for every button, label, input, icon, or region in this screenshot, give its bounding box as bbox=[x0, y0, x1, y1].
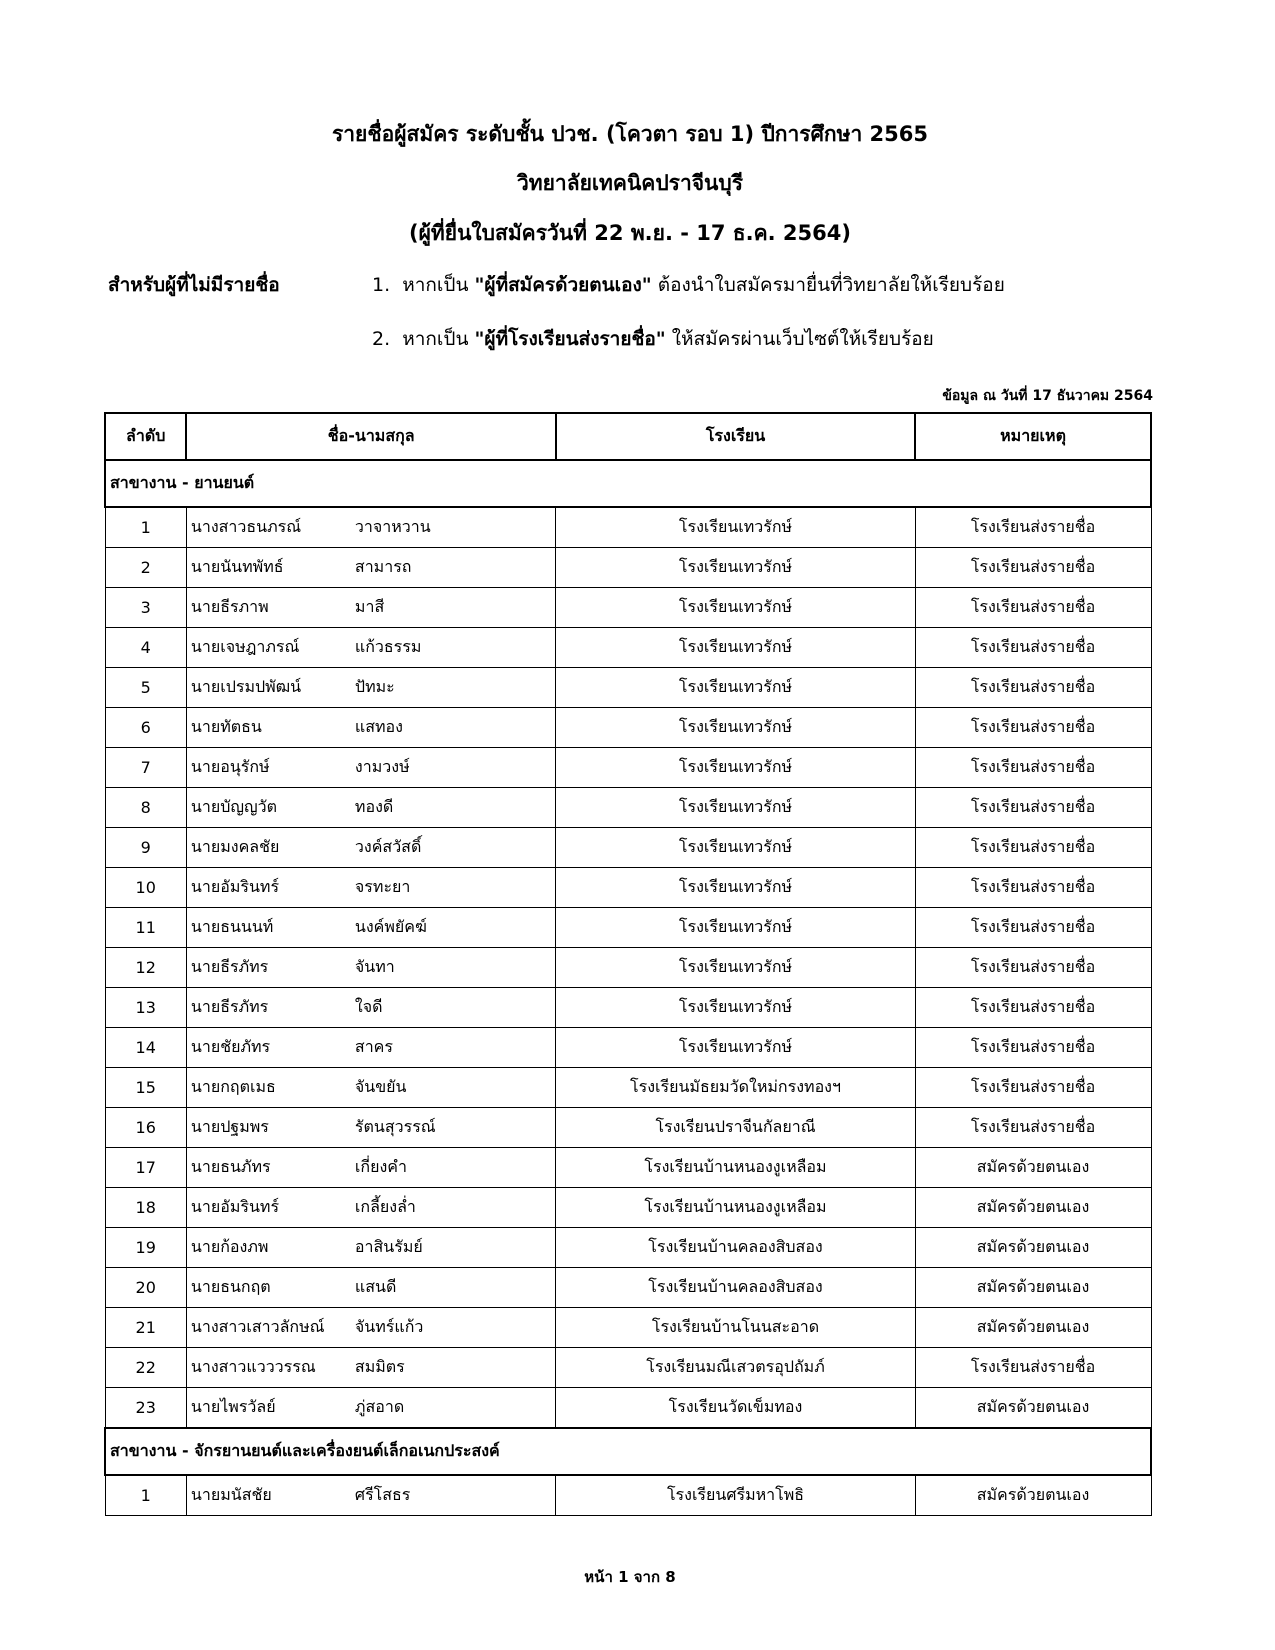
first-name: นายชัยภัทร bbox=[190, 1037, 271, 1056]
cell-school: โรงเรียนมัธยมวัดใหม่กรงทองฯ bbox=[556, 1068, 915, 1108]
cell-no: 13 bbox=[105, 988, 186, 1028]
cell-no: 10 bbox=[105, 868, 186, 908]
note-rest: ต้องนำใบสมัครมายื่นที่วิทยาลัยให้เรียบร้อย bbox=[657, 274, 1005, 296]
cell-no: 20 bbox=[105, 1268, 186, 1308]
first-name: นายนันทพัทธ์ bbox=[190, 557, 284, 576]
first-name: นายอัมรินทร์ bbox=[190, 1197, 280, 1216]
document-title: รายชื่อผู้สมัคร ระดับชั้น ปวช. (โควตา รอบ 1) ปีการศึกษา 2565 bbox=[331, 122, 929, 146]
cell-remark: โรงเรียนส่งรายชื่อ bbox=[915, 868, 1151, 908]
cell-no: 7 bbox=[105, 748, 186, 788]
cell-remark: โรงเรียนส่งรายชื่อ bbox=[915, 988, 1151, 1028]
first-name: นายก้องภพ bbox=[190, 1237, 269, 1256]
cell-name bbox=[186, 828, 556, 868]
table-row bbox=[105, 788, 1151, 828]
last-name: ปัทมะ bbox=[354, 677, 395, 696]
cell-remark: สมัครด้วยตนเอง bbox=[915, 1228, 1151, 1268]
cell-school: โรงเรียนบ้านคลองสิบสอง bbox=[556, 1228, 915, 1268]
first-name: นางสาวเสาวลักษณ์ bbox=[190, 1317, 325, 1336]
table-row bbox=[105, 588, 1151, 628]
last-name: สมมิตร bbox=[354, 1357, 405, 1376]
cell-name bbox=[186, 1268, 556, 1308]
last-name: จันขยัน bbox=[354, 1077, 407, 1096]
cell-school: โรงเรียนบ้านโนนสะอาด bbox=[556, 1308, 915, 1348]
cell-name bbox=[186, 1068, 556, 1108]
cell-remark: โรงเรียนส่งรายชื่อ bbox=[915, 1108, 1151, 1148]
data-date: ข้อมูล ณ วันที่ 17 ธันวาคม 2564 bbox=[942, 388, 1153, 404]
table-row bbox=[105, 668, 1151, 708]
table-row bbox=[105, 1188, 1151, 1228]
first-name: นายอัมรินทร์ bbox=[190, 877, 280, 896]
cell-school: โรงเรียนบ้านคลองสิบสอง bbox=[556, 1268, 915, 1308]
page-number: หน้า 1 จาก 8 bbox=[584, 1568, 676, 1586]
cell-remark: โรงเรียนส่งรายชื่อ bbox=[915, 788, 1151, 828]
table-row bbox=[105, 548, 1151, 588]
cell-remark: สมัครด้วยตนเอง bbox=[915, 1188, 1151, 1228]
first-name: นายกฤตเมธ bbox=[190, 1077, 276, 1096]
table-body bbox=[105, 460, 1151, 1516]
first-name: นายมงคลชัย bbox=[190, 837, 280, 856]
cell-no: 2 bbox=[105, 548, 186, 588]
cell-remark: โรงเรียนส่งรายชื่อ bbox=[915, 1068, 1151, 1108]
cell-no: 1 bbox=[105, 1475, 186, 1516]
cell-school: โรงเรียนเทวรักษ์ bbox=[556, 507, 915, 548]
table-row bbox=[105, 748, 1151, 788]
cell-remark: สมัครด้วยตนเอง bbox=[915, 1308, 1151, 1348]
last-name: วาจาหวาน bbox=[354, 517, 431, 536]
cell-no: 11 bbox=[105, 908, 186, 948]
note-lead: หากเป็น bbox=[402, 328, 469, 350]
cell-name bbox=[186, 1028, 556, 1068]
last-name: เกี่ยงคำ bbox=[354, 1157, 407, 1176]
cell-name bbox=[186, 1348, 556, 1388]
first-name: นายธีรภาพ bbox=[190, 597, 269, 616]
cell-no: 8 bbox=[105, 788, 186, 828]
cell-remark: สมัครด้วยตนเอง bbox=[915, 1475, 1151, 1516]
last-name: แสทอง bbox=[354, 717, 403, 736]
last-name: มาสี bbox=[354, 597, 385, 616]
last-name: เกลี้ยงล่ำ bbox=[354, 1197, 416, 1216]
first-name: นายไพรวัลย์ bbox=[190, 1397, 276, 1416]
cell-name bbox=[186, 1188, 556, 1228]
last-name: รัตนสุวรรณ์ bbox=[354, 1117, 436, 1136]
cell-remark: โรงเรียนส่งรายชื่อ bbox=[915, 668, 1151, 708]
last-name: นงค์พยัคฆ์ bbox=[354, 917, 427, 936]
cell-remark: โรงเรียนส่งรายชื่อ bbox=[915, 588, 1151, 628]
cell-no: 5 bbox=[105, 668, 186, 708]
cell-school: โรงเรียนเทวรักษ์ bbox=[556, 908, 915, 948]
section-title: สาขางาน - ยานยนต์ bbox=[105, 460, 1151, 507]
cell-remark: โรงเรียนส่งรายชื่อ bbox=[915, 507, 1151, 548]
cell-school: โรงเรียนเทวรักษ์ bbox=[556, 788, 915, 828]
table-row bbox=[105, 828, 1151, 868]
table-header-row bbox=[105, 413, 1151, 460]
table-row bbox=[105, 708, 1151, 748]
cell-name bbox=[186, 1475, 556, 1516]
cell-name bbox=[186, 868, 556, 908]
cell-school: โรงเรียนเทวรักษ์ bbox=[556, 868, 915, 908]
table-row bbox=[105, 1228, 1151, 1268]
cell-no: 9 bbox=[105, 828, 186, 868]
cell-name bbox=[186, 588, 556, 628]
cell-no: 18 bbox=[105, 1188, 186, 1228]
last-name: จรทะยา bbox=[354, 877, 411, 896]
header-remark: หมายเหตุ bbox=[915, 413, 1151, 460]
first-name: นายมนัสชัย bbox=[190, 1485, 272, 1504]
table-row bbox=[105, 1308, 1151, 1348]
cell-no: 15 bbox=[105, 1068, 186, 1108]
cell-school: โรงเรียนเทวรักษ์ bbox=[556, 548, 915, 588]
cell-school: โรงเรียนวัดเข็มทอง bbox=[556, 1388, 915, 1429]
last-name: งามวงษ์ bbox=[354, 757, 410, 776]
cell-remark: โรงเรียนส่งรายชื่อ bbox=[915, 1028, 1151, 1068]
cell-no: 3 bbox=[105, 588, 186, 628]
cell-no: 21 bbox=[105, 1308, 186, 1348]
note-number: 1. bbox=[372, 274, 391, 296]
first-name: นายเจษฎาภรณ์ bbox=[190, 637, 300, 656]
header-no: ลำดับ bbox=[105, 413, 186, 460]
cell-remark: โรงเรียนส่งรายชื่อ bbox=[915, 1348, 1151, 1388]
table-row bbox=[105, 1268, 1151, 1308]
last-name: ศรีโสธร bbox=[354, 1485, 411, 1504]
table-row bbox=[105, 1028, 1151, 1068]
section-title: สาขางาน - จักรยานยนต์และเครื่องยนต์เล็กอเนกประสงค์ bbox=[105, 1428, 1151, 1475]
cell-school: โรงเรียนศรีมหาโพธิ bbox=[556, 1475, 915, 1516]
cell-name bbox=[186, 628, 556, 668]
cell-remark: โรงเรียนส่งรายชื่อ bbox=[915, 828, 1151, 868]
cell-remark: โรงเรียนส่งรายชื่อ bbox=[915, 748, 1151, 788]
table-row bbox=[105, 1108, 1151, 1148]
last-name: วงค์สวัสดิ์ bbox=[354, 837, 422, 856]
note-number: 2. bbox=[372, 328, 391, 350]
cell-name bbox=[186, 507, 556, 548]
first-name: นายปฐมพร bbox=[190, 1117, 269, 1136]
table-row bbox=[105, 908, 1151, 948]
applicant-table bbox=[104, 412, 1152, 1516]
first-name: นายธนนนท์ bbox=[190, 917, 274, 936]
first-name: นายธนภัทร bbox=[190, 1157, 271, 1176]
cell-no: 6 bbox=[105, 708, 186, 748]
first-name: นางสาวธนภรณ์ bbox=[190, 517, 302, 536]
last-name: อาสินรัมย์ bbox=[354, 1237, 423, 1256]
cell-no: 16 bbox=[105, 1108, 186, 1148]
last-name: สาคร bbox=[354, 1037, 393, 1056]
cell-name bbox=[186, 788, 556, 828]
cell-school: โรงเรียนเทวรักษ์ bbox=[556, 668, 915, 708]
first-name: นายบัญญวัต bbox=[190, 797, 278, 816]
last-name: จันทา bbox=[354, 957, 395, 976]
cell-remark: โรงเรียนส่งรายชื่อ bbox=[915, 628, 1151, 668]
cell-no: 4 bbox=[105, 628, 186, 668]
first-name: นายธีรภัทร bbox=[190, 957, 269, 976]
application-period: (ผู้ที่ยื่นใบสมัครวันที่ 22 พ.ย. - 17 ธ.ค. 2564) bbox=[409, 221, 851, 245]
cell-name bbox=[186, 988, 556, 1028]
table-row bbox=[105, 1348, 1151, 1388]
first-name: นางสาวแวววรรณ bbox=[190, 1357, 316, 1376]
cell-name bbox=[186, 1228, 556, 1268]
first-name: นายธนกฤต bbox=[190, 1277, 271, 1296]
cell-remark: สมัครด้วยตนเอง bbox=[915, 1388, 1151, 1429]
table-row bbox=[105, 948, 1151, 988]
table-row bbox=[105, 1388, 1151, 1429]
table-row bbox=[105, 988, 1151, 1028]
note-rest: ให้สมัครผ่านเว็บไซต์ให้เรียบร้อย bbox=[671, 328, 934, 350]
cell-name bbox=[186, 708, 556, 748]
last-name: ทองดี bbox=[354, 797, 394, 816]
last-name: แสนดี bbox=[354, 1277, 397, 1296]
note-item-2 bbox=[372, 324, 934, 354]
cell-school: โรงเรียนมณีเสวตรอุปถัมภ์ bbox=[556, 1348, 915, 1388]
last-name: ภู่สอาด bbox=[354, 1397, 405, 1416]
cell-remark: โรงเรียนส่งรายชื่อ bbox=[915, 908, 1151, 948]
cell-name bbox=[186, 1108, 556, 1148]
table-row bbox=[105, 1068, 1151, 1108]
last-name: สามารถ bbox=[354, 557, 412, 576]
note-emphasis: "ผู้ที่โรงเรียนส่งรายชื่อ" bbox=[474, 328, 666, 350]
table-row bbox=[105, 1475, 1151, 1516]
cell-school: โรงเรียนเทวรักษ์ bbox=[556, 948, 915, 988]
table-row bbox=[105, 868, 1151, 908]
header-school: โรงเรียน bbox=[556, 413, 915, 460]
cell-name bbox=[186, 668, 556, 708]
cell-school: โรงเรียนเทวรักษ์ bbox=[556, 588, 915, 628]
cell-school: โรงเรียนเทวรักษ์ bbox=[556, 748, 915, 788]
cell-remark: โรงเรียนส่งรายชื่อ bbox=[915, 548, 1151, 588]
cell-name bbox=[186, 908, 556, 948]
cell-no: 23 bbox=[105, 1388, 186, 1429]
cell-no: 19 bbox=[105, 1228, 186, 1268]
cell-school: โรงเรียนบ้านหนองงูเหลือม bbox=[556, 1148, 915, 1188]
cell-no: 12 bbox=[105, 948, 186, 988]
table-row bbox=[105, 628, 1151, 668]
cell-remark: สมัครด้วยตนเอง bbox=[915, 1268, 1151, 1308]
cell-no: 1 bbox=[105, 507, 186, 548]
last-name: ใจดี bbox=[354, 997, 383, 1016]
first-name: นายเปรมปพัฒน์ bbox=[190, 677, 302, 696]
last-name: แก้วธรรม bbox=[354, 637, 422, 656]
cell-name bbox=[186, 548, 556, 588]
cell-school: โรงเรียนเทวรักษ์ bbox=[556, 628, 915, 668]
cell-remark: โรงเรียนส่งรายชื่อ bbox=[915, 708, 1151, 748]
first-name: นายทัตธน bbox=[190, 717, 262, 736]
cell-name bbox=[186, 948, 556, 988]
cell-remark: สมัครด้วยตนเอง bbox=[915, 1148, 1151, 1188]
cell-name bbox=[186, 1148, 556, 1188]
section-row bbox=[105, 460, 1151, 507]
header-name: ชื่อ-นามสกุล bbox=[186, 413, 556, 460]
table-row bbox=[105, 1148, 1151, 1188]
cell-remark: โรงเรียนส่งรายชื่อ bbox=[915, 948, 1151, 988]
cell-name bbox=[186, 1308, 556, 1348]
cell-school: โรงเรียนเทวรักษ์ bbox=[556, 1028, 915, 1068]
cell-school: โรงเรียนเทวรักษ์ bbox=[556, 708, 915, 748]
cell-name bbox=[186, 1388, 556, 1429]
notes-label: สำหรับผู้ที่ไม่มีรายชื่อ bbox=[108, 274, 280, 296]
cell-no: 22 bbox=[105, 1348, 186, 1388]
note-lead: หากเป็น bbox=[402, 274, 469, 296]
cell-school: โรงเรียนบ้านหนองงูเหลือม bbox=[556, 1188, 915, 1228]
cell-name bbox=[186, 748, 556, 788]
section-row bbox=[105, 1428, 1151, 1475]
note-item-1 bbox=[372, 270, 1005, 300]
cell-no: 14 bbox=[105, 1028, 186, 1068]
table-row bbox=[105, 507, 1151, 548]
college-name: วิทยาลัยเทคนิคปราจีนบุรี bbox=[516, 171, 744, 195]
cell-school: โรงเรียนเทวรักษ์ bbox=[556, 828, 915, 868]
first-name: นายอนุรักษ์ bbox=[190, 757, 270, 776]
note-emphasis: "ผู้ที่สมัครด้วยตนเอง" bbox=[474, 274, 652, 296]
last-name: จันทร์แก้ว bbox=[354, 1317, 424, 1336]
cell-school: โรงเรียนเทวรักษ์ bbox=[556, 988, 915, 1028]
cell-school: โรงเรียนปราจีนกัลยาณี bbox=[556, 1108, 915, 1148]
first-name: นายธีรภัทร bbox=[190, 997, 269, 1016]
cell-no: 17 bbox=[105, 1148, 186, 1188]
